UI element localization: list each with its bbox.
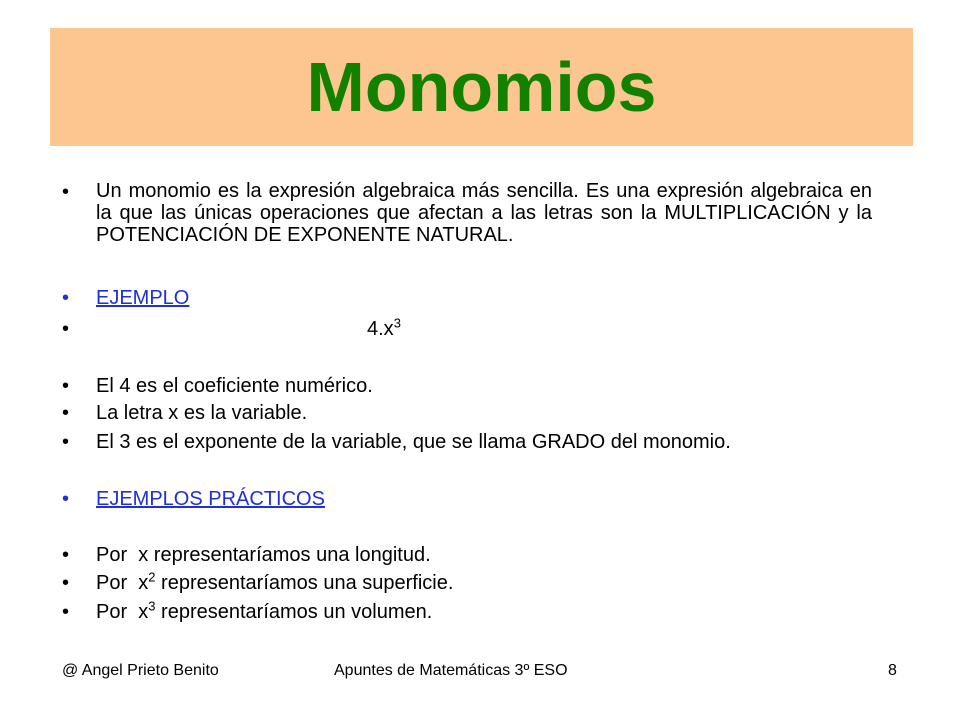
bullet: • bbox=[62, 431, 70, 453]
practical-suffix: representaríamos un volumen. bbox=[155, 601, 433, 623]
practical-prefix: Por x bbox=[96, 544, 154, 566]
fact-text: El 3 es el exponente de la variable, que se llama GRADO del monomio. bbox=[96, 431, 731, 453]
bullet: • bbox=[62, 488, 70, 510]
practical-prefix: Por x bbox=[96, 572, 149, 594]
practical-text bbox=[96, 571, 453, 595]
bullet: • bbox=[62, 544, 70, 566]
practical-examples-link[interactable]: EJEMPLOS PRÁCTICOS bbox=[96, 488, 325, 510]
practical-exponent: 2 bbox=[148, 569, 156, 585]
example-expression bbox=[367, 317, 401, 341]
expression-exponent: 3 bbox=[393, 315, 401, 331]
bullet: • bbox=[62, 287, 70, 309]
bullet: • bbox=[62, 572, 70, 594]
definition-text: Un monomio es la expresión algebraica más sencilla. Es una expresión algebraica en la que las únicas operaciones que afectan a las letras son la MULTIPLICACIÓN y la POTENCIACIÓN DE EXPONENTE NATURAL. bbox=[96, 180, 872, 246]
fact-text: La letra x es la variable. bbox=[96, 402, 308, 424]
slide-title: Monomios bbox=[306, 48, 657, 126]
footer-page-number: 8 bbox=[888, 662, 897, 679]
bullet: • bbox=[62, 375, 70, 397]
practical-prefix: Por x bbox=[96, 601, 149, 623]
bullet: • bbox=[62, 181, 70, 203]
practical-exponent: 3 bbox=[148, 598, 156, 614]
practical-suffix: representaríamos una longitud. bbox=[153, 544, 431, 566]
bullet: • bbox=[62, 601, 70, 623]
footer-course: Apuntes de Matemáticas 3º ESO bbox=[334, 662, 568, 679]
bullet: • bbox=[62, 318, 70, 340]
bullet: • bbox=[62, 402, 70, 424]
expression-base: 4.x bbox=[367, 318, 394, 340]
practical-text bbox=[96, 543, 431, 567]
example-link[interactable]: EJEMPLO bbox=[96, 287, 190, 309]
practical-suffix: representaríamos una superficie. bbox=[155, 572, 454, 594]
title-banner bbox=[50, 28, 913, 146]
fact-text: El 4 es el coeficiente numérico. bbox=[96, 375, 373, 397]
footer-author: @ Angel Prieto Benito bbox=[62, 662, 219, 679]
practical-text bbox=[96, 600, 432, 624]
